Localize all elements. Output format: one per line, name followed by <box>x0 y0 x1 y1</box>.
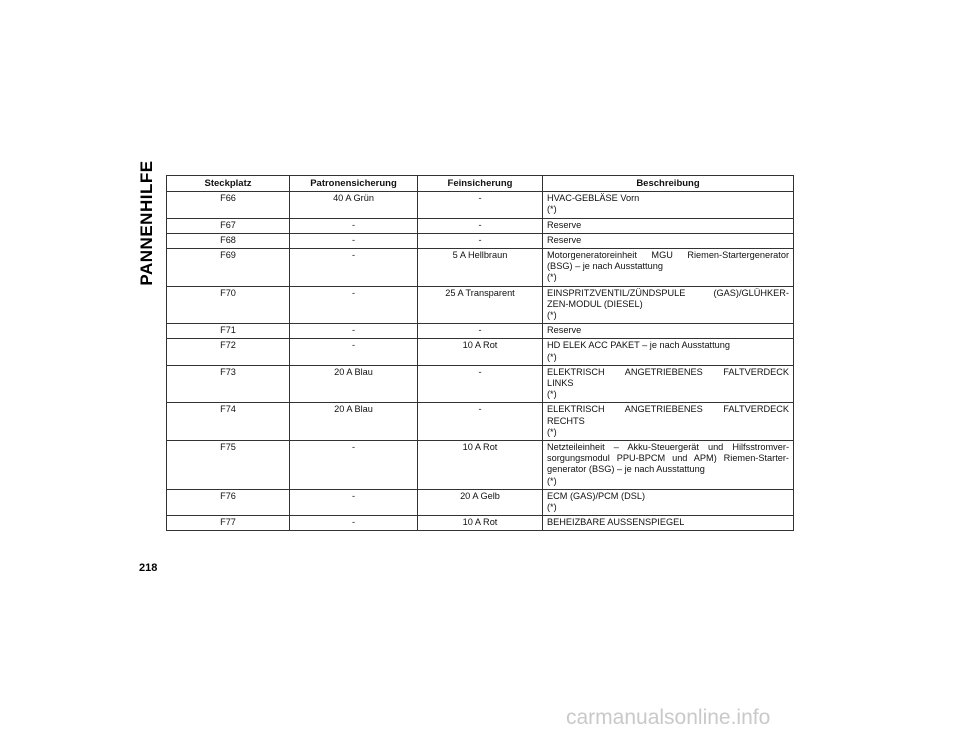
cell-feinsicherung: 10 A Rot <box>418 516 543 531</box>
description-line: sorgungsmodul PPU-BPCM und APM) Riemen-Starter- <box>547 453 789 464</box>
cell-patronensicherung: - <box>290 324 418 339</box>
table-header-row <box>167 176 794 192</box>
description-line: (*) <box>547 310 557 321</box>
fuse-table <box>166 175 794 531</box>
section-title-text: PANNENHILFE <box>137 160 156 286</box>
description-line: ELEKTRISCH ANGETRIEBENES FALTVERDECK <box>547 366 789 377</box>
description-line: (*) <box>547 475 557 486</box>
cell-beschreibung <box>543 249 794 287</box>
description-line: (*) <box>547 502 557 513</box>
description-line: BEHEIZBARE AUSSENSPIEGEL <box>547 517 685 528</box>
cell-steckplatz: F73 <box>167 365 290 403</box>
cell-patronensicherung: 40 A Grün <box>290 192 418 218</box>
cell-steckplatz: F71 <box>167 324 290 339</box>
description-line: (*) <box>547 351 557 362</box>
description-line: Netzteileinheit – Akku-Steuergerät und Hilfsstromver- <box>547 442 789 453</box>
cell-beschreibung <box>543 286 794 324</box>
cell-steckplatz: F76 <box>167 489 290 515</box>
description-line: (*) <box>547 389 557 400</box>
description-line: generator (BSG) – je nach Ausstattung <box>547 464 705 475</box>
cell-feinsicherung: 25 A Transparent <box>418 286 543 324</box>
cell-beschreibung <box>543 339 794 365</box>
fuse-table-body <box>167 192 794 531</box>
description-line: Reserve <box>547 325 582 336</box>
cell-feinsicherung: 5 A Hellbraun <box>418 249 543 287</box>
table-row <box>167 286 794 324</box>
cell-beschreibung <box>543 365 794 403</box>
cell-steckplatz: F69 <box>167 249 290 287</box>
cell-beschreibung <box>543 489 794 515</box>
table-row <box>167 489 794 515</box>
cell-beschreibung <box>543 441 794 490</box>
cell-feinsicherung: 20 A Gelb <box>418 489 543 515</box>
description-line: HD ELEK ACC PAKET – je nach Ausstattung <box>547 340 730 351</box>
header-steckplatz: Steckplatz <box>167 176 290 192</box>
cell-beschreibung <box>543 192 794 218</box>
description-line: EINSPRITZVENTIL/ZÜNDSPULE (GAS)/GLÜHKER- <box>547 287 789 298</box>
cell-patronensicherung: - <box>290 249 418 287</box>
description-line: RECHTS <box>547 415 585 426</box>
description-line: Reserve <box>547 219 582 230</box>
cell-patronensicherung: - <box>290 339 418 365</box>
table-row <box>167 365 794 403</box>
cell-feinsicherung: - <box>418 365 543 403</box>
cell-patronensicherung: - <box>290 441 418 490</box>
cell-steckplatz: F68 <box>167 233 290 248</box>
cell-steckplatz: F67 <box>167 218 290 233</box>
cell-feinsicherung: - <box>418 233 543 248</box>
description-line: HVAC-GEBLÄSE Vorn <box>547 193 640 204</box>
cell-patronensicherung: - <box>290 233 418 248</box>
description-line: ELEKTRISCH ANGETRIEBENES FALTVERDECK <box>547 404 789 415</box>
table-row <box>167 233 794 248</box>
description-line: Reserve <box>547 234 582 245</box>
table-row <box>167 441 794 490</box>
description-line: (BSG) – je nach Ausstattung <box>547 261 663 272</box>
header-feinsicherung: Feinsicherung <box>418 176 543 192</box>
description-line: (*) <box>547 204 557 215</box>
cell-feinsicherung: 10 A Rot <box>418 339 543 365</box>
cell-steckplatz: F75 <box>167 441 290 490</box>
cell-steckplatz: F77 <box>167 516 290 531</box>
table-row <box>167 249 794 287</box>
description-line: (*) <box>547 426 557 437</box>
cell-beschreibung <box>543 324 794 339</box>
description-line: ECM (GAS)/PCM (DSL) <box>547 490 646 501</box>
cell-feinsicherung: - <box>418 403 543 441</box>
table-row <box>167 324 794 339</box>
description-line: ZEN-MODUL (DIESEL) <box>547 298 643 309</box>
table-row <box>167 192 794 218</box>
cell-patronensicherung: 20 A Blau <box>290 403 418 441</box>
table-row <box>167 403 794 441</box>
cell-beschreibung <box>543 516 794 531</box>
cell-patronensicherung: - <box>290 489 418 515</box>
header-beschreibung: Beschreibung <box>543 176 794 192</box>
header-patronensicherung: Patronensicherung <box>290 176 418 192</box>
description-line: (*) <box>547 272 557 283</box>
cell-feinsicherung: - <box>418 192 543 218</box>
cell-beschreibung <box>543 403 794 441</box>
page-number: 218 <box>139 562 158 574</box>
cell-steckplatz: F66 <box>167 192 290 218</box>
table-row <box>167 516 794 531</box>
cell-feinsicherung: - <box>418 324 543 339</box>
cell-feinsicherung: - <box>418 218 543 233</box>
cell-beschreibung <box>543 233 794 248</box>
table-row <box>167 218 794 233</box>
section-title <box>137 160 157 286</box>
description-line: LINKS <box>547 378 574 389</box>
cell-steckplatz: F74 <box>167 403 290 441</box>
watermark: carmanualsonline.info <box>566 706 771 729</box>
cell-patronensicherung: 20 A Blau <box>290 365 418 403</box>
cell-feinsicherung: 10 A Rot <box>418 441 543 490</box>
description-line: Motorgeneratoreinheit MGU Riemen-Startergenerator <box>547 250 789 261</box>
cell-beschreibung <box>543 218 794 233</box>
table-row <box>167 339 794 365</box>
cell-patronensicherung: - <box>290 516 418 531</box>
cell-patronensicherung: - <box>290 218 418 233</box>
cell-steckplatz: F70 <box>167 286 290 324</box>
cell-steckplatz: F72 <box>167 339 290 365</box>
cell-patronensicherung: - <box>290 286 418 324</box>
